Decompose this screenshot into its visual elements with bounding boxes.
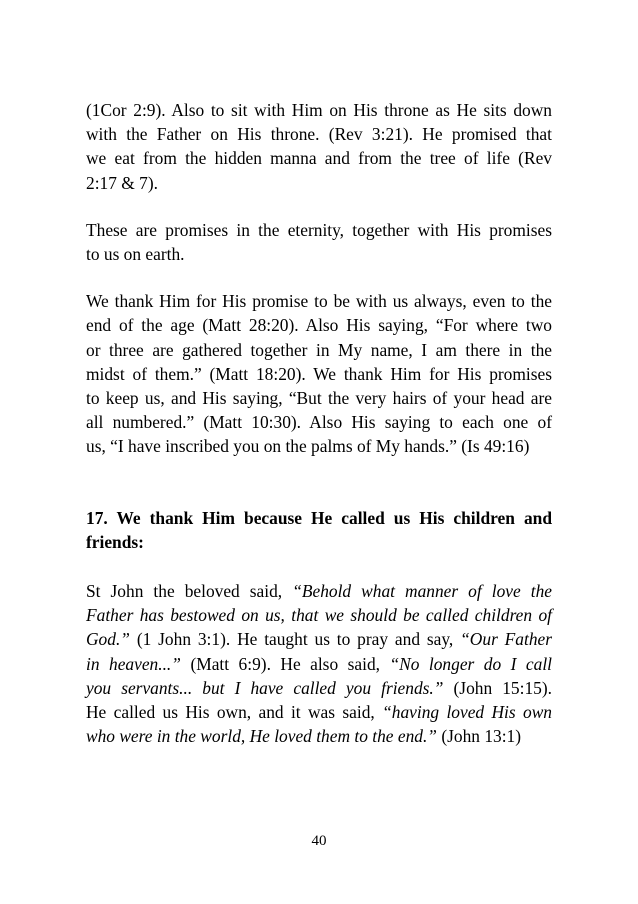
- text-line: we eat from the hidden manna and from the tree of life (Rev: [86, 148, 552, 169]
- text-run: (John 13:1): [436, 726, 522, 747]
- text-line: [86, 652, 552, 676]
- text-line: Father has bestowed on us, that we should be called children of: [86, 605, 552, 626]
- text-line: (1Cor 2:9). Also to sit with Him on His throne as He sits down: [86, 100, 552, 120]
- heading-line: 17. We thank Him because He called us His children and: [86, 507, 552, 528]
- quote-run: “having loved His own: [382, 702, 552, 723]
- quote-run: “Our Father: [460, 629, 553, 650]
- text-run: (Matt 6:9). He also said,: [180, 653, 390, 674]
- section-heading: [86, 506, 552, 554]
- text-line: us, “I have inscribed you on the palms of My hands.” (Is 49:16): [86, 436, 530, 457]
- text-line: midst of them.” (Matt 18:20). We thank Him for His promises: [86, 363, 552, 384]
- page-number: 40: [311, 833, 327, 849]
- quote-run: in heaven...”: [86, 653, 181, 674]
- paragraph-2: [86, 218, 552, 266]
- quote-run: God.”: [86, 629, 130, 650]
- text-line: These are promises in the eternity, together with His promises: [86, 219, 552, 240]
- quote-run: “Behold what manner of love the: [292, 581, 552, 602]
- text-run: (1 John 3:1). He taught us to pray and say,: [129, 629, 461, 650]
- text-line: end of the age (Matt 28:20). Also His saying, “For where two: [86, 315, 552, 336]
- text-line: [86, 724, 552, 748]
- quote-run: who were in the world, He loved them to the end.”: [86, 726, 437, 747]
- paragraph-3: [86, 289, 552, 458]
- text-line: all numbered.” (Matt 10:30). Also His saying to each one of: [86, 412, 552, 433]
- text-line: [86, 579, 552, 603]
- text-line: [86, 627, 552, 651]
- text-line: [86, 676, 552, 700]
- heading-line: friends:: [86, 531, 144, 552]
- page-body: [86, 98, 552, 771]
- text-line: or three are gathered together in My name, I am there in the: [86, 339, 552, 360]
- paragraph-1: [86, 98, 552, 195]
- quote-run: you servants... but I have called you friends.”: [86, 677, 444, 698]
- text-line: to us on earth.: [86, 244, 185, 265]
- text-line: 2:17 & 7).: [86, 172, 158, 193]
- text-run: St John the beloved said,: [86, 581, 293, 602]
- quote-run: “No longer do I call: [389, 653, 552, 674]
- text-line: with the Father on His throne. (Rev 3:21). He promised that: [86, 124, 552, 145]
- text-line: to keep us, and His saying, “But the very hairs of your head are: [86, 388, 552, 409]
- paragraph-4: [86, 579, 552, 748]
- text-line: [86, 700, 552, 724]
- text-line: We thank Him for His promise to be with us always, even to the: [86, 291, 552, 312]
- text-run: He called us His own, and it was said,: [86, 702, 383, 723]
- text-run: (John 15:15).: [443, 677, 552, 698]
